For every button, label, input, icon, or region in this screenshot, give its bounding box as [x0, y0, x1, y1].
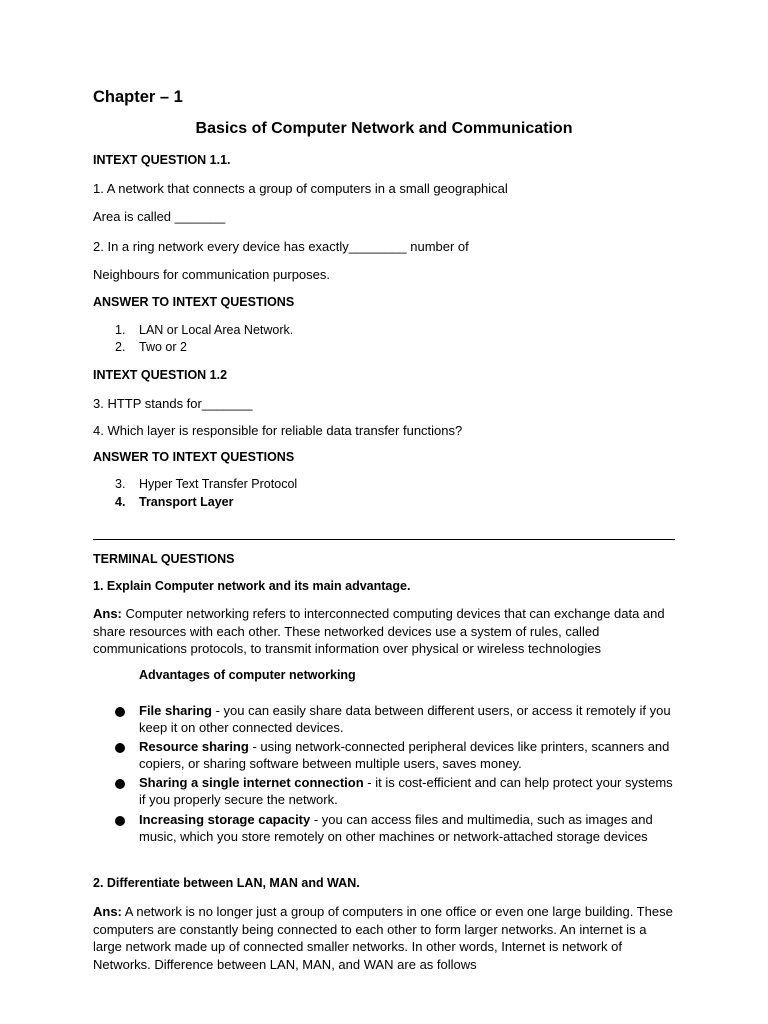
question-1-line-1: 1. A network that connects a group of computers in a small geographical	[93, 181, 508, 196]
terminal-question-1: 1. Explain Computer network and its main advantage.	[93, 579, 411, 593]
intext-question-2-heading: INTEXT QUESTION 1.2	[93, 368, 228, 382]
question-3: 3. HTTP stands for_______	[93, 396, 253, 411]
bullet-icon	[115, 707, 125, 717]
list-item	[0, 495, 768, 511]
terminal-questions-heading: TERMINAL QUESTIONS	[93, 552, 235, 566]
list-text: LAN or Local Area Network.	[139, 323, 294, 337]
horizontal-divider	[93, 539, 675, 540]
advantages-heading: Advantages of computer networking	[139, 668, 356, 682]
question-2-line-2: Neighbours for communication purposes.	[93, 267, 331, 282]
document-title: Basics of Computer Network and Communication	[195, 120, 573, 137]
question-1-line-2: Area is called _______	[93, 209, 226, 224]
advantage-label: File sharing	[139, 703, 212, 718]
terminal-question-2: 2. Differentiate between LAN, MAN and WAN.	[93, 876, 360, 890]
bullet-icon	[115, 816, 125, 826]
list-number: 1.	[115, 323, 126, 337]
advantage-item	[139, 812, 679, 845]
advantage-label: Increasing storage capacity	[139, 812, 311, 827]
list-number: 4.	[115, 495, 126, 509]
question-4: 4. Which layer is responsible for reliable data transfer functions?	[93, 423, 463, 438]
list-item	[0, 340, 768, 356]
question-2-line-1: 2. In a ring network every device has exactly________ number of	[93, 239, 469, 254]
answer-2-text: A network is no longer just a group of computers in one office or even one large building. These computers are constantly being connected to each other to form larger networks. An internet is a large network made up of connected smaller networks. In other words, Internet is network of Networks. Difference between LAN, MAN, and WAN are as follows	[93, 904, 673, 972]
advantage-text: - you can access files and multimedia, such as images and music, which you store remotely on other machines or network-attached storage devices	[139, 812, 653, 844]
advantage-item	[139, 739, 679, 772]
list-text: Transport Layer	[139, 495, 234, 509]
answer-2-paragraph	[93, 903, 678, 973]
bullet-icon	[115, 743, 125, 753]
advantage-item	[139, 775, 679, 808]
list-text: Hyper Text Transfer Protocol	[139, 477, 298, 491]
answer-1-text: Computer networking refers to interconnected computing devices that can exchange data and share resources with each other. These networked devices use a system of rules, called communications protocols, to transmit information over physical or wireless technologies	[93, 606, 665, 656]
answers-1-heading: ANSWER TO INTEXT QUESTIONS	[93, 295, 295, 309]
ans-label: Ans:	[93, 904, 122, 919]
list-item	[0, 323, 768, 339]
chapter-heading: Chapter – 1	[93, 88, 183, 106]
advantage-text: - it is cost-efficient and can help protect your systems if you properly secure the network.	[139, 775, 673, 807]
intext-question-1-heading: INTEXT QUESTION 1.1.	[93, 153, 231, 167]
answer-1-paragraph	[93, 605, 678, 658]
ans-label: Ans:	[93, 606, 122, 621]
bullet-icon	[115, 779, 125, 789]
list-text: Two or 2	[139, 340, 187, 354]
advantage-item	[139, 703, 679, 736]
advantage-text: - you can easily share data between different users, or access it remotely if you keep it on other connected devices.	[139, 703, 671, 735]
list-number: 3.	[115, 477, 126, 491]
advantage-label: Resource sharing	[139, 739, 249, 754]
advantage-label: Sharing a single internet connection	[139, 775, 364, 790]
answers-2-heading: ANSWER TO INTEXT QUESTIONS	[93, 450, 295, 464]
list-number: 2.	[115, 340, 126, 354]
list-item	[0, 477, 768, 493]
advantage-text: - using network-connected peripheral devices like printers, scanners and copiers, or sharing software between multiple users, saves money.	[139, 739, 670, 771]
